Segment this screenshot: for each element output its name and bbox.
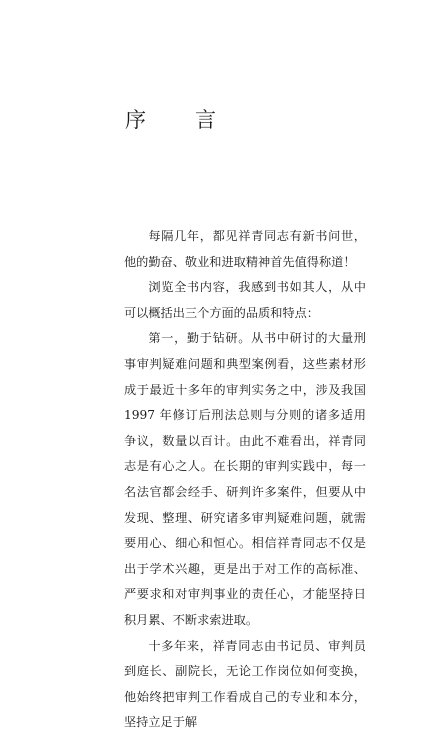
page-title: 序 言 (125, 108, 230, 132)
paragraph: 第一，勤于钻研。从书中研讨的大量刑事审判疑难问题和典型案例看，这些素材形成于最近十多年的审判实务之中，涉及我国 1997 年修订后刑法总则与分则的诸多适用争议，数量以百计。由此不难看出，祥青同志是有心之人。在长期的审判实践中，每一名法官都会经手、研判许多案件，但要从中发现、整理、研究诸多审判疑难问题，就需要用心、细心和恒心。相信祥青同志不仅是出于学术兴趣，更是出于对工作的高标准、严要求和对审判事业的责任心，才能坚持日积月累、不断求索进取。 (124, 331, 366, 627)
preface-body (124, 224, 366, 736)
paragraph: 每隔几年，都见祥青同志有新书问世，他的勤奋、敬业和进取精神首先值得称道！ (124, 229, 366, 269)
paragraph: 浏览全书内容，我感到书如其人，从中可以概括出三个方面的品质和特点： (124, 280, 366, 320)
paragraph: 十多年来，祥青同志由书记员、审判员到庭长、副院长，无论工作岗位如何变换，他始终把审判工作看成自己的专业和本分，坚持立足于解 (124, 638, 366, 730)
